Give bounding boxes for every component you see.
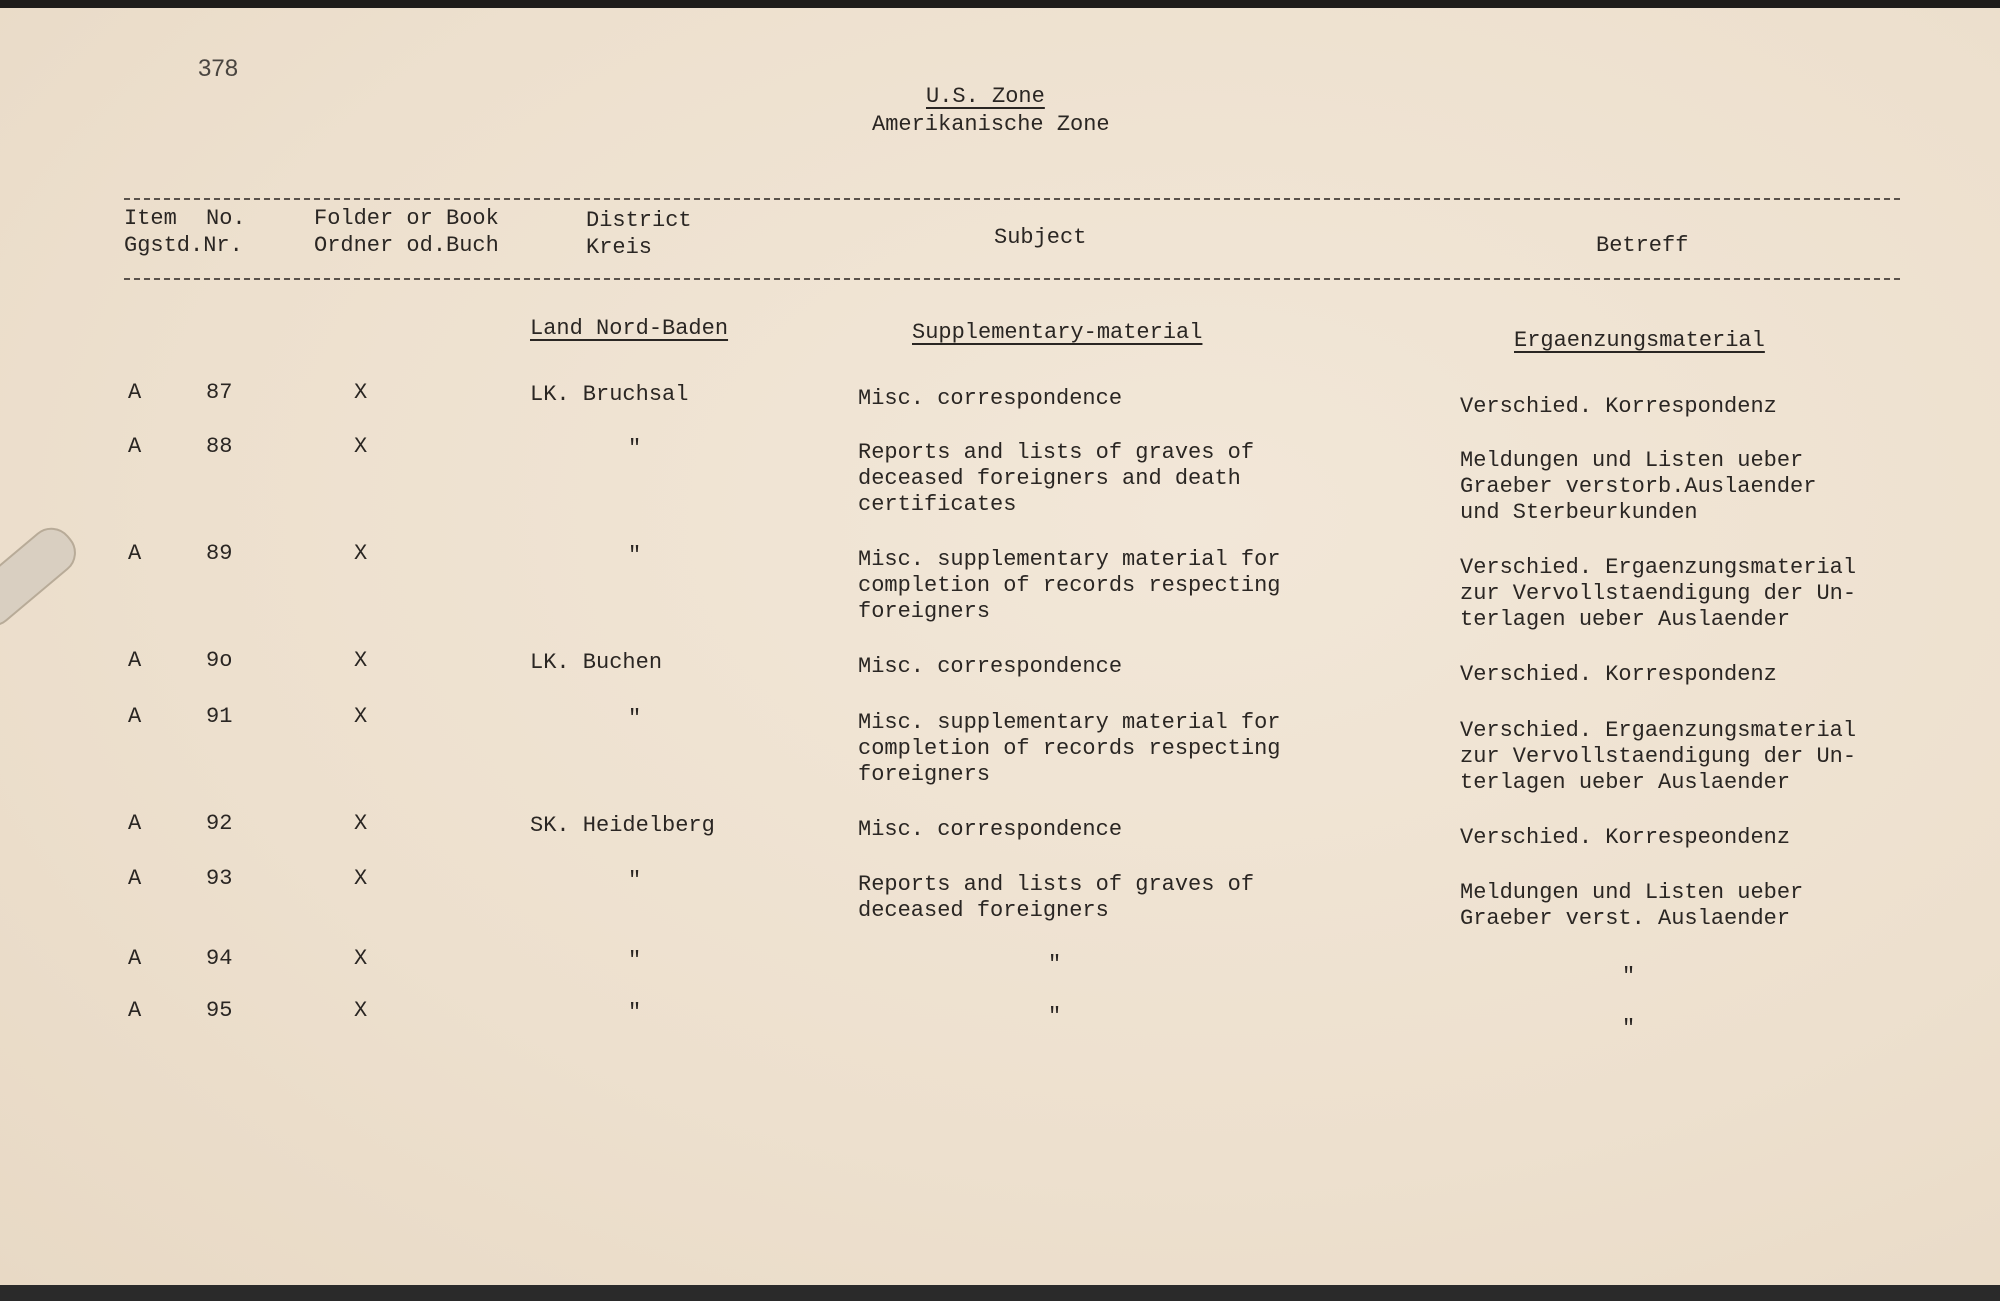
row-number: 89	[206, 541, 233, 566]
row-betreff-line: zur Vervollstaendigung der Un-	[1460, 744, 1857, 769]
row-district: LK. Buchen	[530, 650, 663, 675]
row-subject-line: Misc. correspondence	[858, 654, 1123, 679]
row-folder-mark: X	[354, 541, 368, 566]
row-subject-line: Reports and lists of graves of	[858, 440, 1255, 465]
row-folder-mark: X	[354, 811, 368, 836]
header-folder: Folder or Book	[314, 206, 499, 231]
header-district: District	[586, 208, 692, 233]
row-district: "	[628, 1000, 642, 1025]
row-number: 9o	[206, 648, 233, 673]
row-folder-mark: X	[354, 434, 368, 459]
document-page	[0, 8, 2000, 1285]
row-subject-line: Misc. supplementary material for	[858, 547, 1281, 572]
row-betreff-line: zur Vervollstaendigung der Un-	[1460, 581, 1857, 606]
title-de: Amerikanische Zone	[872, 112, 1110, 137]
row-item: A	[128, 541, 142, 566]
row-subject-line: "	[1048, 1004, 1062, 1029]
row-folder-mark: X	[354, 648, 368, 673]
header-item: Item	[124, 206, 177, 231]
header-bottom-rule	[124, 278, 1900, 280]
header-folder-de: Ordner od.Buch	[314, 233, 499, 258]
row-item: A	[128, 866, 142, 891]
row-number: 93	[206, 866, 233, 891]
row-district: "	[628, 706, 642, 731]
row-subject-line: deceased foreigners	[858, 898, 1109, 923]
row-item: A	[128, 380, 142, 405]
row-district: "	[628, 436, 642, 461]
row-subject-line: Misc. correspondence	[858, 386, 1123, 411]
row-number: 88	[206, 434, 233, 459]
row-betreff-line: Meldungen und Listen ueber	[1460, 448, 1804, 473]
page-number: 378	[198, 55, 239, 82]
paper-clip-tab	[0, 519, 85, 635]
section-subject: Supplementary-material	[912, 320, 1203, 345]
row-subject-line: deceased foreigners and death	[858, 466, 1241, 491]
scanner-edge	[0, 1285, 2000, 1301]
row-betreff-line: Verschied. Korrespeondenz	[1460, 825, 1791, 850]
row-folder-mark: X	[354, 380, 368, 405]
row-district: "	[628, 543, 642, 568]
row-number: 95	[206, 998, 233, 1023]
row-subject-line: Misc. correspondence	[858, 817, 1123, 842]
row-item: A	[128, 946, 142, 971]
row-district: LK. Bruchsal	[530, 382, 689, 407]
row-number: 94	[206, 946, 233, 971]
header-betreff: Betreff	[1596, 233, 1689, 258]
row-item: A	[128, 811, 142, 836]
header-district-de: Kreis	[586, 235, 653, 260]
row-subject-line: certificates	[858, 492, 1017, 517]
row-betreff-line: terlagen ueber Auslaender	[1460, 770, 1791, 795]
row-folder-mark: X	[354, 704, 368, 729]
section-betreff: Ergaenzungsmaterial	[1514, 328, 1765, 353]
row-number: 91	[206, 704, 233, 729]
row-district: "	[628, 948, 642, 973]
title-en: U.S. Zone	[926, 84, 1045, 109]
row-betreff-line: Graeber verstorb.Auslaender	[1460, 474, 1817, 499]
row-number: 87	[206, 380, 233, 405]
row-subject-line: Reports and lists of graves of	[858, 872, 1255, 897]
row-betreff-line: Meldungen und Listen ueber	[1460, 880, 1804, 905]
header-item-de: Ggstd.Nr.	[124, 233, 243, 258]
row-district: SK. Heidelberg	[530, 813, 715, 838]
row-betreff-line: Graeber verst. Auslaender	[1460, 906, 1791, 931]
row-item: A	[128, 434, 142, 459]
row-subject-line: "	[1048, 952, 1062, 977]
row-subject-line: completion of records respecting	[858, 573, 1281, 598]
row-subject-line: completion of records respecting	[858, 736, 1281, 761]
row-folder-mark: X	[354, 998, 368, 1023]
row-subject-line: Misc. supplementary material for	[858, 710, 1281, 735]
header-subject: Subject	[994, 225, 1087, 250]
row-betreff-line: Verschied. Korrespondenz	[1460, 394, 1777, 419]
row-item: A	[128, 704, 142, 729]
row-betreff-line: Verschied. Ergaenzungsmaterial	[1460, 555, 1857, 580]
row-folder-mark: X	[354, 946, 368, 971]
header-no: No.	[206, 206, 246, 231]
section-district: Land Nord-Baden	[530, 316, 729, 341]
row-betreff-line: terlagen ueber Auslaender	[1460, 607, 1791, 632]
row-number: 92	[206, 811, 233, 836]
row-betreff-line: "	[1622, 964, 1636, 989]
row-betreff-line: Verschied. Ergaenzungsmaterial	[1460, 718, 1857, 743]
row-betreff-line: "	[1622, 1016, 1636, 1041]
row-item: A	[128, 648, 142, 673]
row-folder-mark: X	[354, 866, 368, 891]
header-top-rule	[124, 198, 1900, 200]
row-subject-line: foreigners	[858, 599, 991, 624]
row-betreff-line: Verschied. Korrespondenz	[1460, 662, 1777, 687]
row-district: "	[628, 868, 642, 893]
row-betreff-line: und Sterbeurkunden	[1460, 500, 1698, 525]
row-subject-line: foreigners	[858, 762, 991, 787]
row-item: A	[128, 998, 142, 1023]
